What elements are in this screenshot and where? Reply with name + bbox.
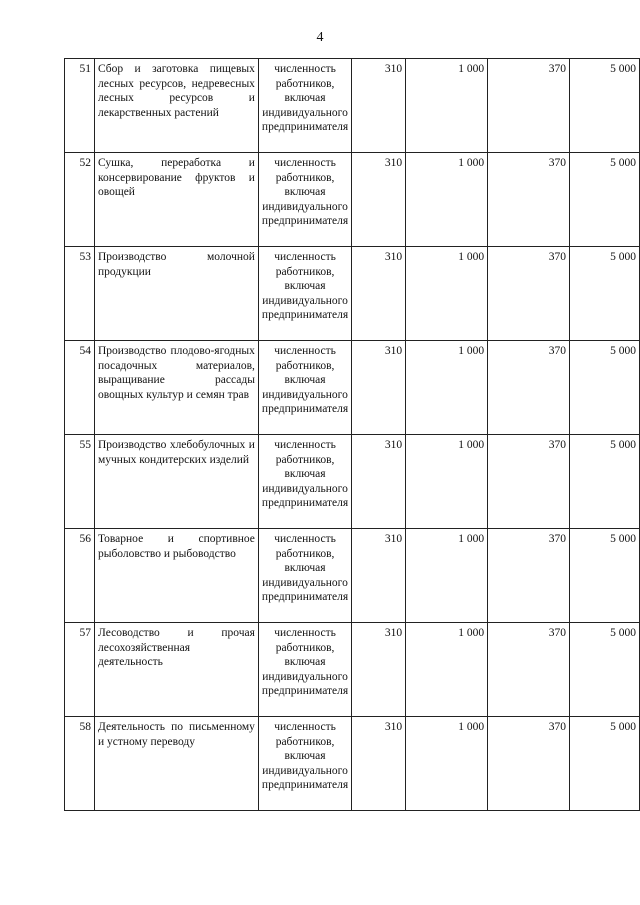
value-1: 310 <box>352 341 406 435</box>
value-4: 5 000 <box>570 529 640 623</box>
table-row <box>65 435 640 529</box>
activity-name: Сушка, переработка и консервирование фруктов и овощей <box>94 153 258 247</box>
value-2: 1 000 <box>406 529 488 623</box>
value-1: 310 <box>352 717 406 811</box>
table-row <box>65 59 640 153</box>
activity-name: Сбор и заготовка пищевых лесных ресурсов, недревесных лесных ресурсов и лекарственных растений <box>94 59 258 153</box>
value-4: 5 000 <box>570 341 640 435</box>
activity-name: Производство молочной продукции <box>94 247 258 341</box>
value-3: 370 <box>488 529 570 623</box>
row-number: 51 <box>65 59 95 153</box>
value-1: 310 <box>352 153 406 247</box>
value-1: 310 <box>352 59 406 153</box>
activity-name: Лесоводство и прочая лесохозяйственная деятельность <box>94 623 258 717</box>
value-2: 1 000 <box>406 59 488 153</box>
table-row <box>65 247 640 341</box>
indicator-text: численность работников, включая индивидуального предпринимателя <box>258 59 351 153</box>
activity-name: Товарное и спортивное рыболовство и рыбоводство <box>94 529 258 623</box>
row-number: 53 <box>65 247 95 341</box>
value-1: 310 <box>352 247 406 341</box>
row-number: 57 <box>65 623 95 717</box>
value-2: 1 000 <box>406 623 488 717</box>
value-1: 310 <box>352 623 406 717</box>
value-2: 1 000 <box>406 717 488 811</box>
row-number: 58 <box>65 717 95 811</box>
table-row <box>65 153 640 247</box>
value-1: 310 <box>352 435 406 529</box>
table-row <box>65 717 640 811</box>
row-number: 56 <box>65 529 95 623</box>
activity-table <box>64 58 640 811</box>
table-row <box>65 623 640 717</box>
table-row <box>65 529 640 623</box>
activity-name: Деятельность по письменному и устному переводу <box>94 717 258 811</box>
value-4: 5 000 <box>570 435 640 529</box>
page-number: 4 <box>316 30 324 45</box>
value-3: 370 <box>488 435 570 529</box>
row-number: 54 <box>65 341 95 435</box>
indicator-text: численность работников, включая индивидуального предпринимателя <box>258 247 351 341</box>
row-number: 52 <box>65 153 95 247</box>
indicator-text: численность работников, включая индивидуального предпринимателя <box>258 623 351 717</box>
indicator-text: численность работников, включая индивидуального предпринимателя <box>258 341 351 435</box>
value-3: 370 <box>488 59 570 153</box>
value-2: 1 000 <box>406 341 488 435</box>
indicator-text: численность работников, включая индивидуального предпринимателя <box>258 435 351 529</box>
value-1: 310 <box>352 529 406 623</box>
row-number: 55 <box>65 435 95 529</box>
indicator-text: численность работников, включая индивидуального предпринимателя <box>258 717 351 811</box>
value-3: 370 <box>488 153 570 247</box>
value-3: 370 <box>488 717 570 811</box>
value-4: 5 000 <box>570 153 640 247</box>
value-4: 5 000 <box>570 623 640 717</box>
indicator-text: численность работников, включая индивидуального предпринимателя <box>258 529 351 623</box>
value-2: 1 000 <box>406 247 488 341</box>
value-4: 5 000 <box>570 59 640 153</box>
value-4: 5 000 <box>570 717 640 811</box>
table-row <box>65 341 640 435</box>
value-2: 1 000 <box>406 435 488 529</box>
indicator-text: численность работников, включая индивидуального предпринимателя <box>258 153 351 247</box>
activity-name: Производство хлебобулочных и мучных кондитерских изделий <box>94 435 258 529</box>
value-3: 370 <box>488 341 570 435</box>
value-3: 370 <box>488 623 570 717</box>
value-3: 370 <box>488 247 570 341</box>
value-4: 5 000 <box>570 247 640 341</box>
activity-name: Производство плодово-ягодных посадочных материалов, выращивание рассады овощных культур и семян трав <box>94 341 258 435</box>
value-2: 1 000 <box>406 153 488 247</box>
